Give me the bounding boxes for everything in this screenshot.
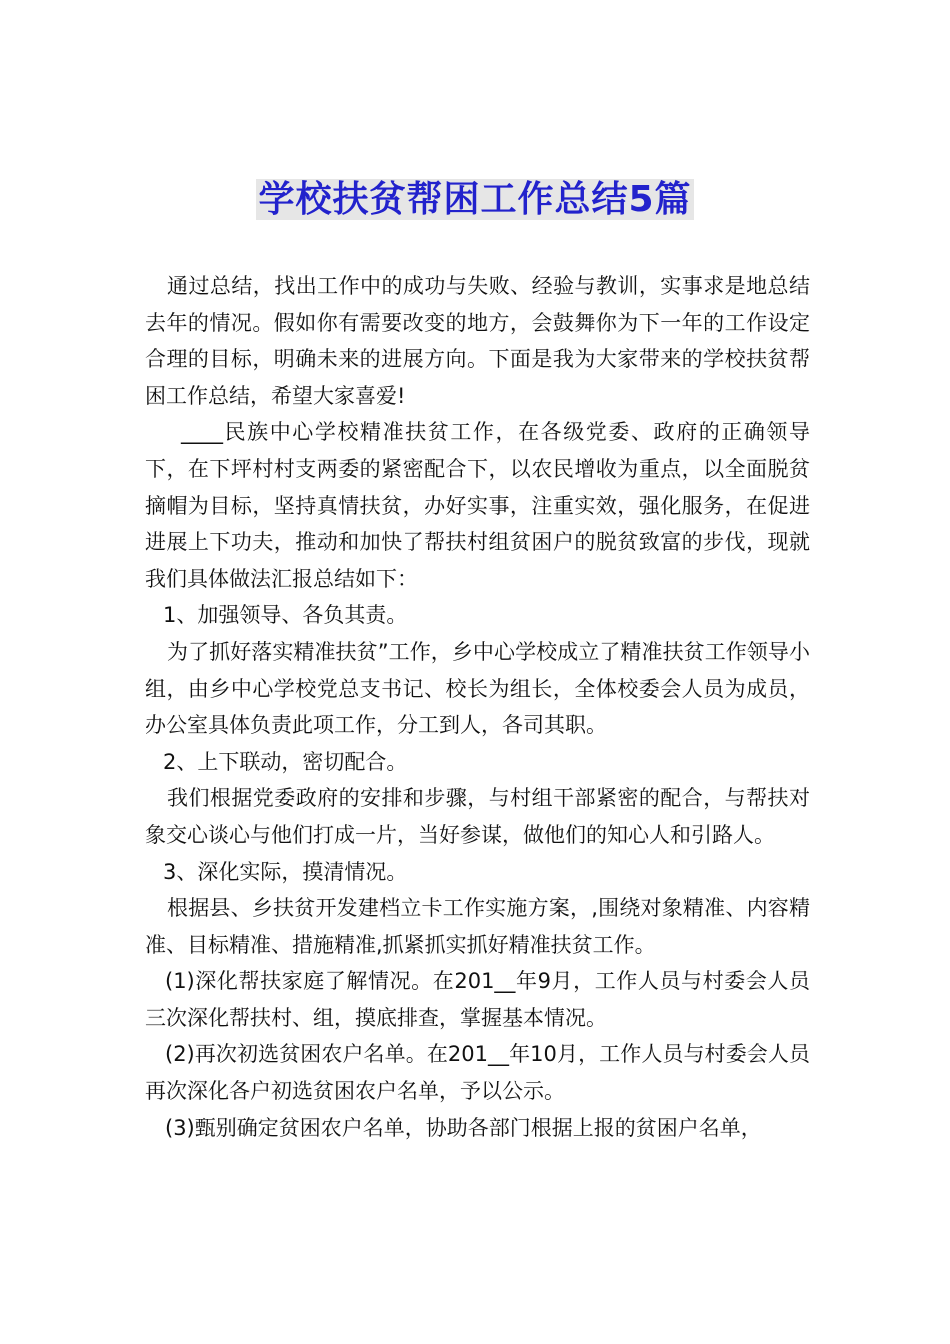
paragraph-section-3: 根据县、乡扶贫开发建档立卡工作实施方案，,围绕对象精准、内容精准、目标精准、措施精准,抓紧抓实抓好精准扶贫工作。 bbox=[145, 896, 810, 957]
paragraph-overview: ____民族中心学校精准扶贫工作，在各级党委、政府的正确领导下，在下坪村村支两委的紧密配合下，以农民增收为重点，以全面脱贫摘帽为目标，坚持真情扶贫，办好实事，注重实效，强化服务，在促进进展上下功夫，推动和加快了帮扶村组贫困户的脱贫致富的步伐，现就我们具体做法汇报总结如下： bbox=[145, 420, 810, 591]
list-item-3: (3)甄别确定贫困农户名单，协助各部门根据上报的贫困户名单， bbox=[165, 1115, 762, 1140]
section-heading-1: 1、加强领导、各负其责。 bbox=[163, 603, 408, 628]
list-item-2: (2)再次初选贫困农户名单。在201__年10月，工作人员与村委会人员再次深化各户初选贫困农户名单，予以公示。 bbox=[145, 1042, 810, 1104]
section-heading-3: 3、深化实际，摸清情况。 bbox=[163, 859, 408, 884]
paragraph-section-1: 为了抓好落实精准扶贫”工作，乡中心学校成立了精准扶贫工作领导小组，由乡中心学校党总支书记、校长为组长，全体校委会人员为成员，办公室具体负责此项工作，分工到人，各司其职。 bbox=[145, 639, 810, 738]
document-title bbox=[0, 176, 950, 224]
list-item-1: (1)深化帮扶家庭了解情况。在201__年9月，工作人员与村委会人员三次深化帮扶村、组，摸底排查，掌握基本情况。 bbox=[145, 969, 810, 1030]
paragraph-section-2: 我们根据党委政府的安排和步骤，与村组干部紧密的配合，与帮扶对象交心谈心与他们打成一片，当好参谋，做他们的知心人和引路人。 bbox=[145, 786, 810, 847]
paragraph-intro: 通过总结，找出工作中的成功与失败、经验与教训，实事求是地总结去年的情况。假如你有需要改变的地方，会鼓舞你为下一年的工作设定合理的目标，明确未来的进展方向。下面是我为大家带来的学校扶贫帮困工作总结，希望大家喜爱! bbox=[145, 274, 810, 408]
document-title-text: 学校扶贫帮困工作总结5篇 bbox=[258, 179, 692, 220]
section-heading-2: 2、上下联动，密切配合。 bbox=[163, 749, 408, 774]
document-body bbox=[145, 268, 810, 1146]
